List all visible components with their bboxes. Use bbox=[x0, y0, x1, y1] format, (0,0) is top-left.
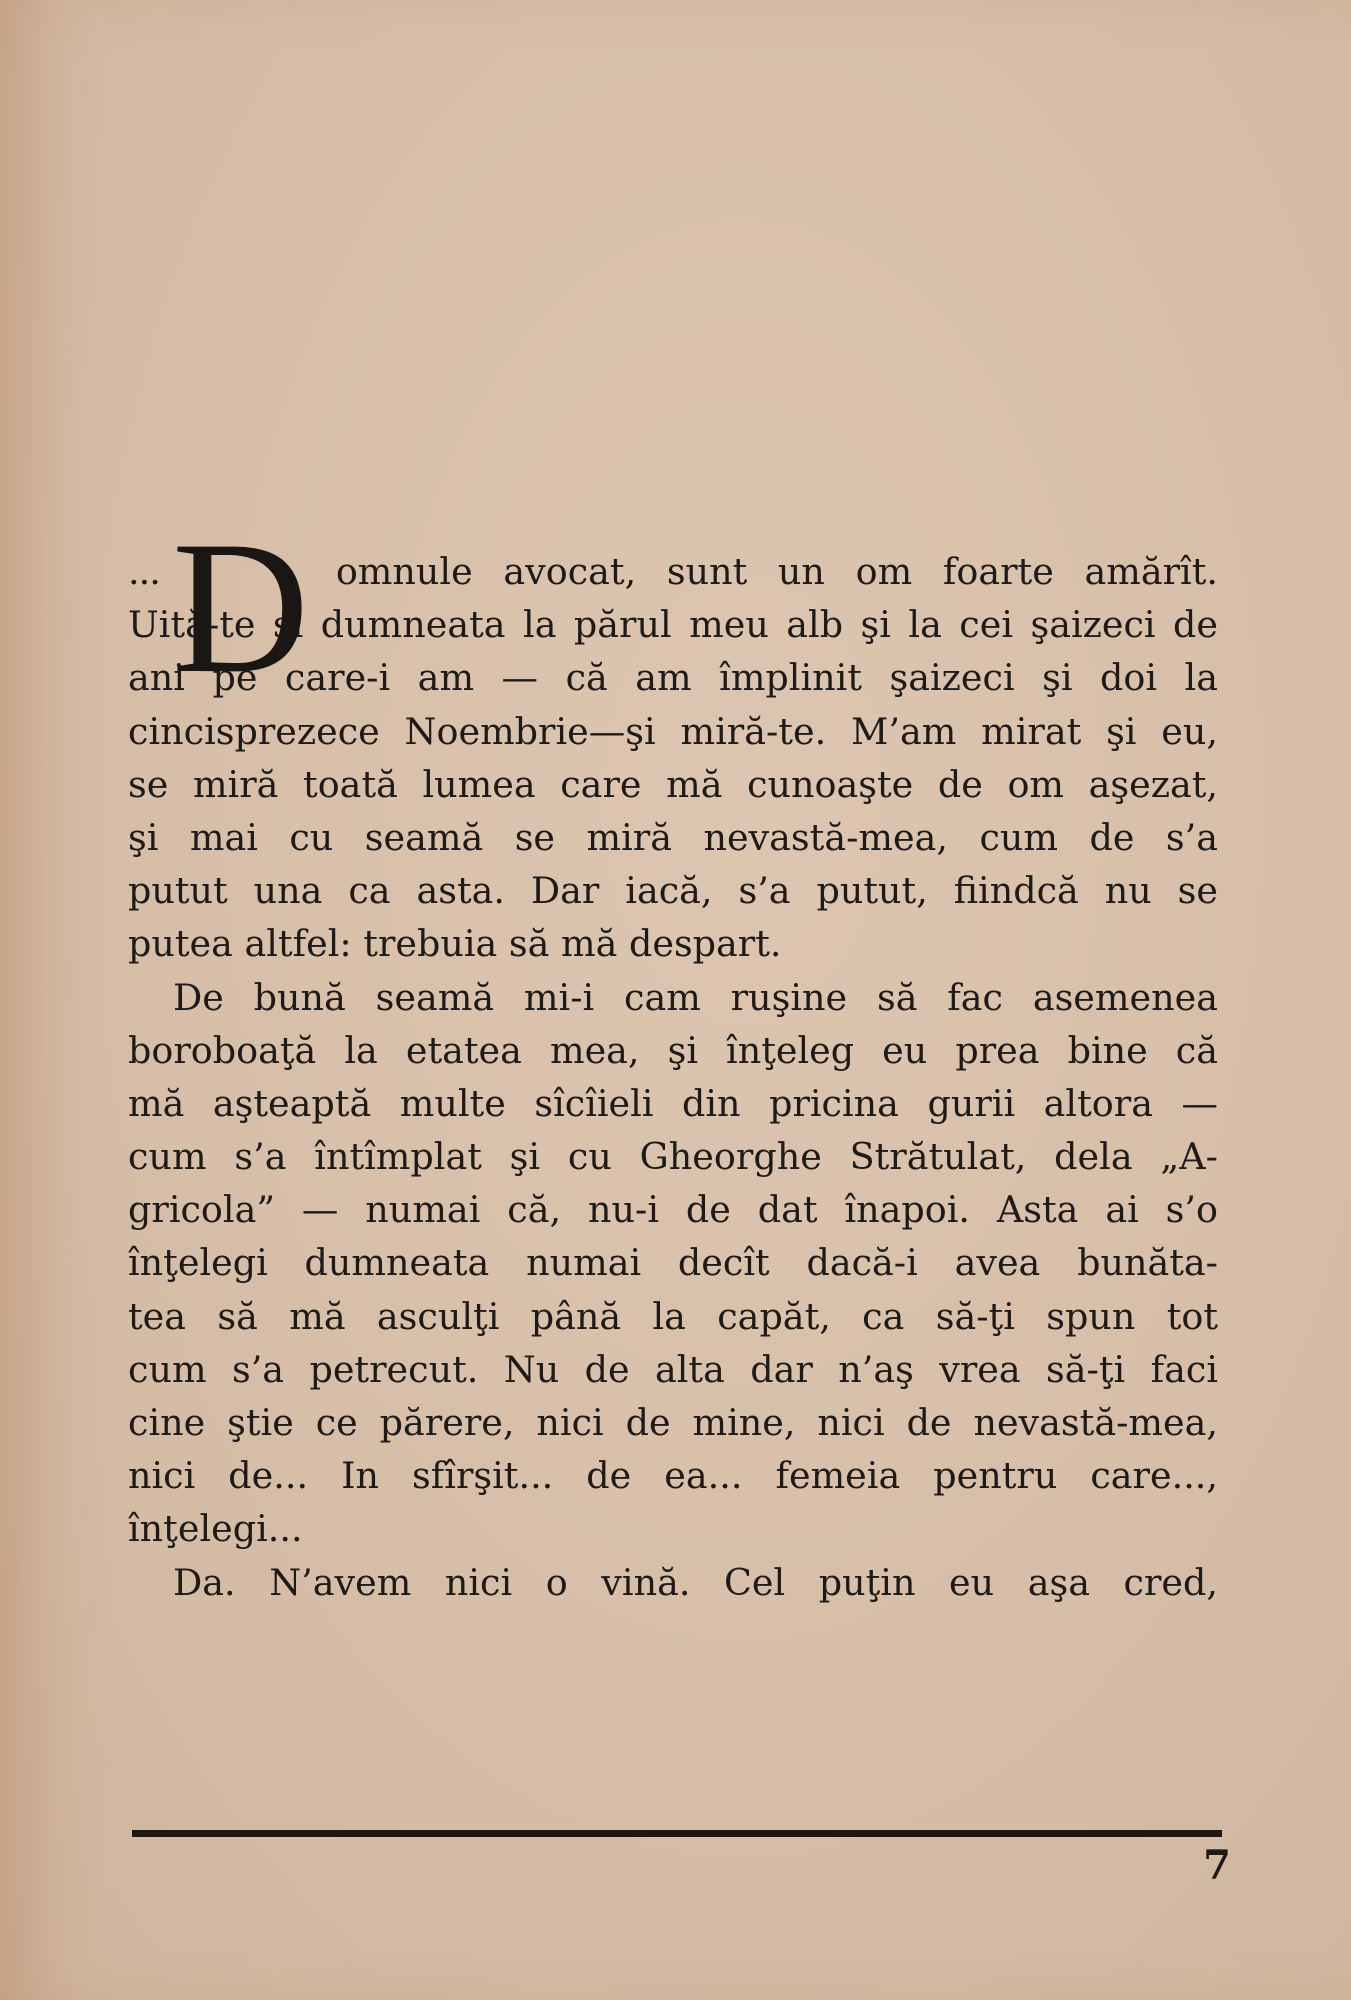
text-line: gricola” — numai că, nu-i de dat înapoi. Asta ai s’o bbox=[128, 1188, 1218, 1232]
text-line: cum s’a petrecut. Nu de alta dar n’aş vrea să-ţi faci bbox=[128, 1347, 1218, 1391]
text-line: nici de... In sfîrşit... de ea... femeia pentru care..., bbox=[128, 1454, 1218, 1498]
lead-ellipsis: ... bbox=[128, 549, 160, 593]
text-line: înţelegi... bbox=[128, 1507, 303, 1551]
drop-cap: D bbox=[172, 503, 310, 713]
text-line: tea să mă asculţi până la capăt, ca să-ţi spun tot bbox=[128, 1294, 1218, 1338]
paragraph-3 bbox=[128, 1556, 1218, 1609]
text-line: ani pe care-i am — că am împlinit şaizeci şi doi la bbox=[128, 656, 1218, 700]
text-line: şi mai cu seamă se miră nevastă-mea, cum de s’a bbox=[128, 815, 1218, 859]
paragraph-2 bbox=[128, 971, 1218, 1556]
text-line: putea altfel: trebuia să mă despart. bbox=[128, 922, 782, 966]
text-line: Uită-te şi dumneata la părul meu alb şi la cei şaizeci de bbox=[128, 603, 1218, 647]
text-line: mă aşteaptă multe sîcîieli din pricina gurii altora — bbox=[128, 1081, 1218, 1125]
text-line: cine ştie ce părere, nici de mine, nici de nevastă-mea, bbox=[128, 1401, 1218, 1444]
text-line: omnule avocat, sunt un om foarte amărît. bbox=[335, 549, 1218, 593]
text-line: boroboaţă la etatea mea, şi înţeleg eu prea bine că bbox=[128, 1028, 1218, 1072]
text-line: putut una ca asta. Dar iacă, s’a putut, fiindcă nu se bbox=[128, 869, 1218, 913]
text-line: De bună seamă mi-i cam ruşine să fac asemenea bbox=[173, 975, 1218, 1019]
text-line: Da. N’avem nici o vină. Cel puţin eu aşa cred, bbox=[173, 1560, 1218, 1604]
page-number: 7 bbox=[1203, 1842, 1231, 1889]
text-line: înţelegi dumneata numai decît dacă-i avea bunăta- bbox=[128, 1241, 1218, 1285]
footer-rule bbox=[132, 1830, 1222, 1837]
text-line: se miră toată lumea care mă cunoaşte de om aşezat, bbox=[128, 762, 1218, 806]
text-line: cum s’a întîmplat şi cu Gheorghe Strătulat, dela „A- bbox=[128, 1135, 1218, 1179]
text-line: cincisprezece Noembrie—şi miră-te. M’am mirat şi eu, bbox=[128, 709, 1218, 753]
body-text bbox=[128, 503, 1218, 1609]
paragraph-1 bbox=[128, 503, 1218, 971]
